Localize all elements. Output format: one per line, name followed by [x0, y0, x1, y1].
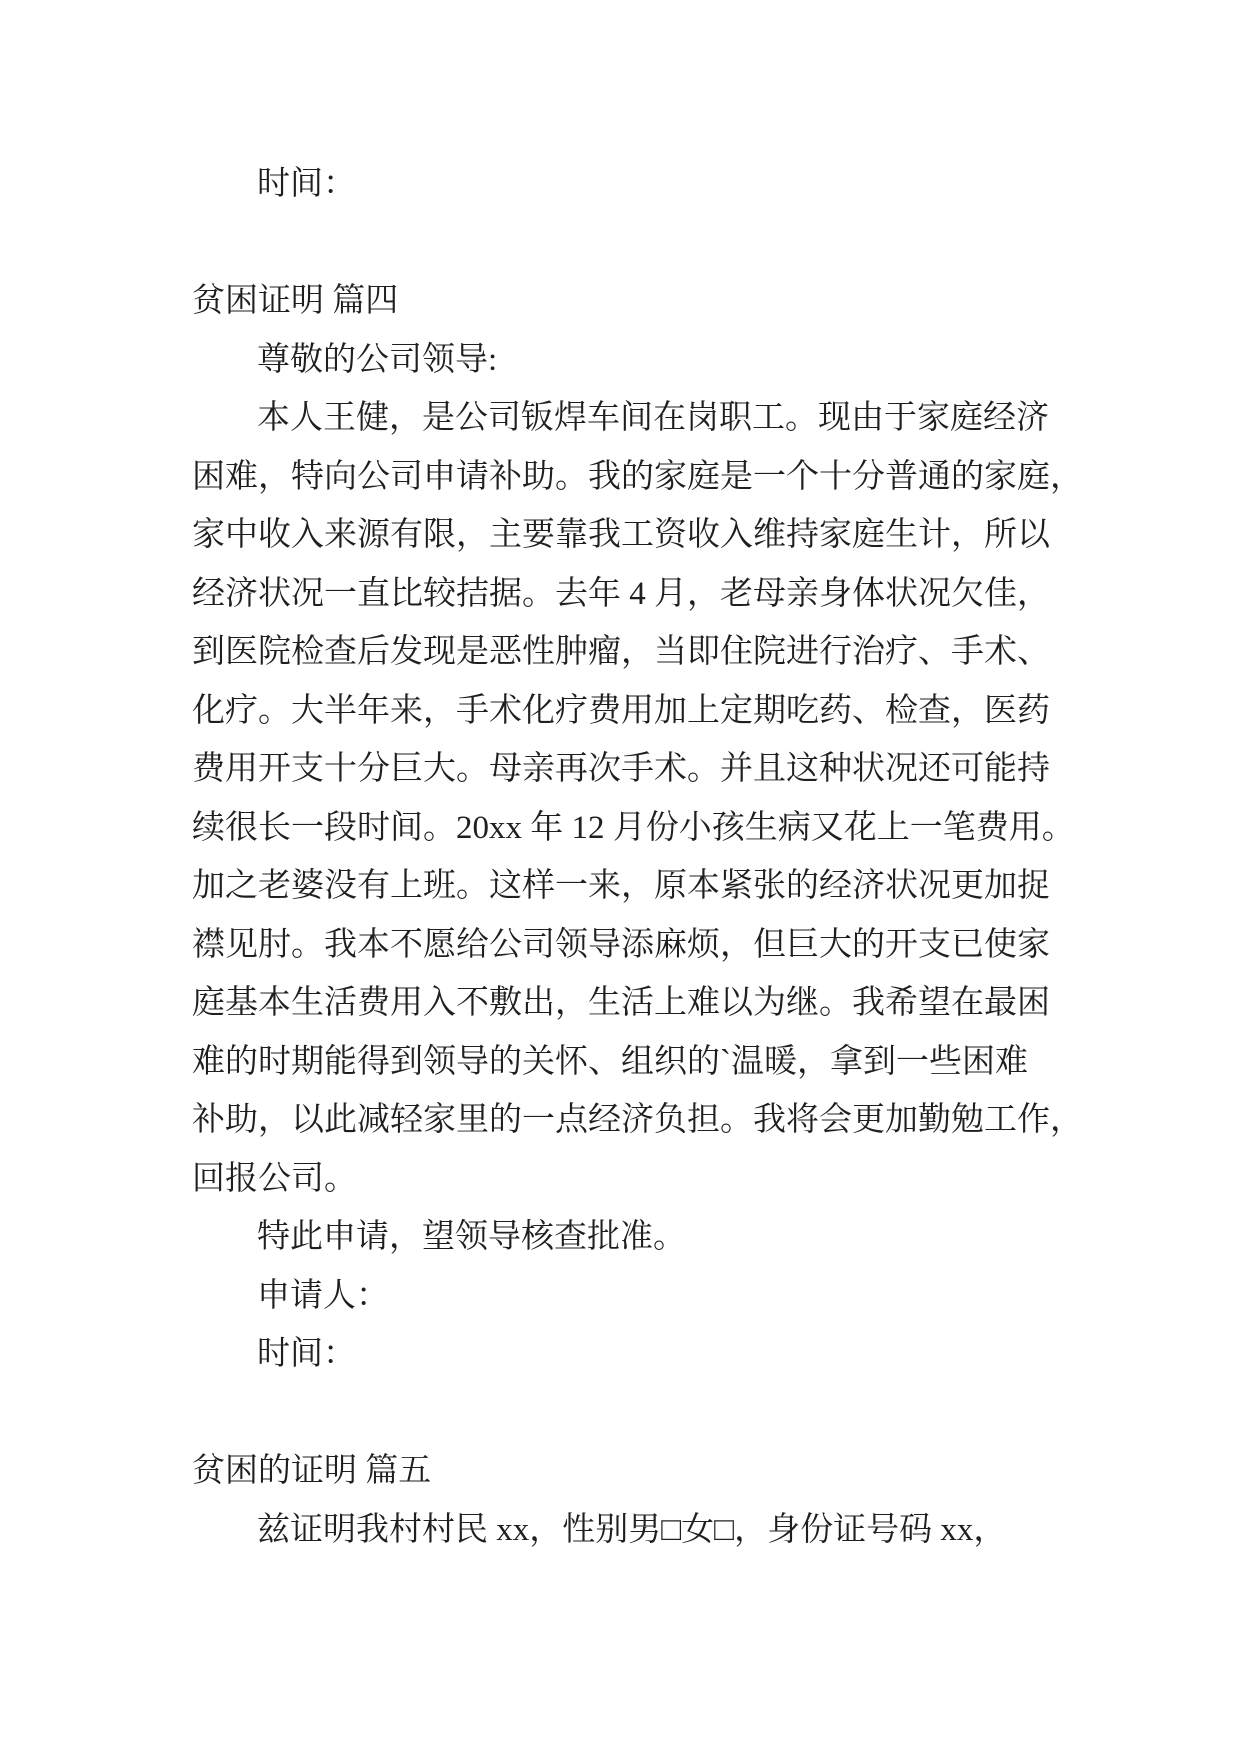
applicant-label: 申请人：: [257, 1277, 389, 1314]
blank-line: [192, 1384, 1092, 1443]
closing-statement: 特此申请，望领导核查批准。: [257, 1219, 686, 1255]
body-line: 续很长一段时间。20xx 年 12 月份小孩生病又花上一笔费用。: [192, 809, 1075, 846]
blank-line: [192, 214, 1092, 273]
body-line: 庭基本生活费用入不敷出，生活上难以为继。我希望在最困: [192, 985, 1050, 1021]
body-line: 困难，特向公司申请补助。我的家庭是一个十分普通的家庭，: [192, 458, 1083, 495]
time-label: 时间：: [257, 1336, 356, 1372]
body-line: 补助，以此减轻家里的一点经济负担。我将会更加勤勉工作，: [192, 1102, 1083, 1138]
body-line: 家中收入来源有限，主要靠我工资收入维持家庭生计，所以: [192, 517, 1050, 553]
salutation: 尊敬的公司领导:: [257, 341, 498, 378]
document-content: [192, 155, 1092, 1559]
body-line: 本人王健，是公司钣焊车间在岗职工。现由于家庭经济: [257, 400, 1049, 436]
body-line: 回报公司。: [192, 1160, 357, 1197]
body-line: 到医院检查后发现是恶性肿瘤，当即住院进行治疗、手术、: [192, 634, 1050, 670]
body-line: 费用开支十分巨大。母亲再次手术。并且这种状况还可能持: [192, 751, 1050, 787]
body-line: 难的时期能得到领导的关怀、组织的`温暖，拿到一些困难: [192, 1043, 1028, 1080]
previous-time-label: 时间：: [257, 166, 356, 202]
section-5-first-line: 兹证明我村村民 xx，性别男□女□，身份证号码 xx，: [257, 1511, 1007, 1548]
body-line: 经济状况一直比较拮据。去年 4 月，老母亲身体状况欠佳，: [192, 575, 1050, 612]
section-5-title: 贫困的证明 篇五: [192, 1453, 432, 1489]
body-line: 襟见肘。我本不愿给公司领导添麻烦，但巨大的开支已使家: [192, 926, 1050, 963]
section-4-title: 贫困证明 篇四: [192, 283, 399, 319]
body-line: 加之老婆没有上班。这样一来，原本紧张的经济状况更加捉: [192, 868, 1050, 904]
body-line: 化疗。大半年来，手术化疗费用加上定期吃药、检查，医药: [192, 692, 1050, 729]
